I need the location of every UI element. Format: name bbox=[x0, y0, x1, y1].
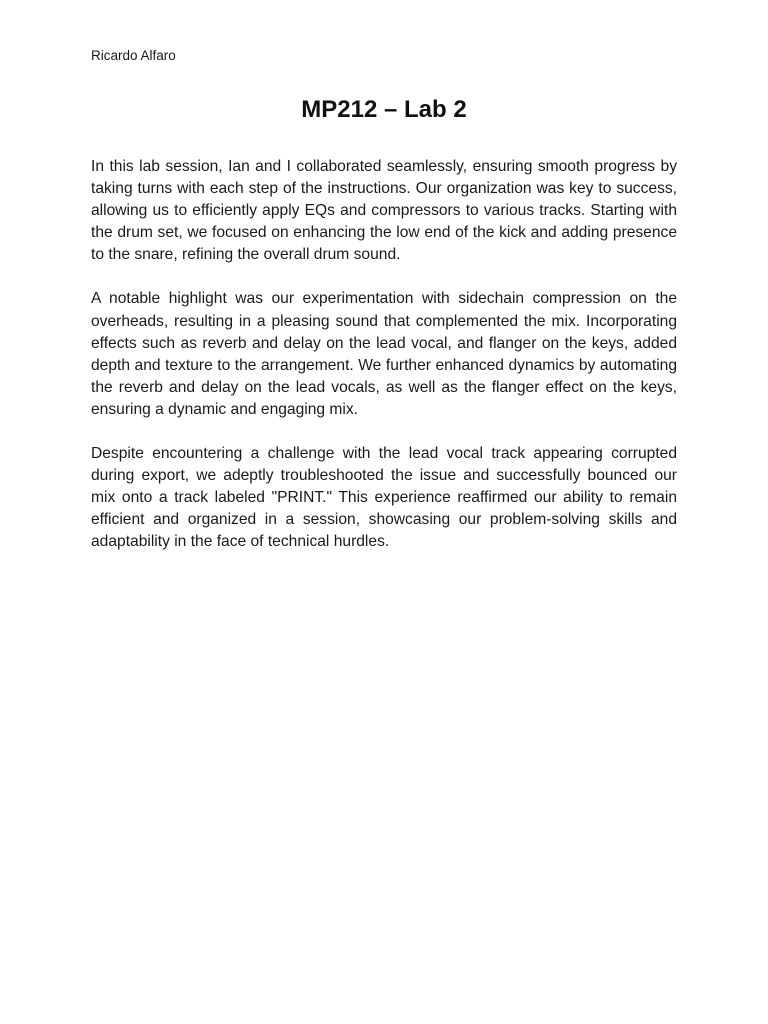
paragraph-3: Despite encountering a challenge with the lead vocal track appearing corrupted during export, we adeptly troubleshooted the issue and successfully bounced our mix onto a track labeled "PRINT." This experience reaffirmed our ability to remain efficient and organized in a session, showcasing our problem-solving skills and adaptability in the face of technical hurdles. bbox=[91, 445, 677, 551]
author-name: Ricardo Alfaro bbox=[91, 48, 176, 63]
paragraph-2: A notable highlight was our experimentation with sidechain compression on the overheads, resulting in a pleasing sound that complemented the mix. Incorporating effects such as reverb and delay on the lead vocal, and flanger on the keys, added depth and texture to the arrangement. We further enhanced dynamics by automating the reverb and delay on the lead vocals, as well as the flanger effect on the keys, ensuring a dynamic and engaging mix. bbox=[91, 290, 677, 418]
paragraph-1: In this lab session, Ian and I collaborated seamlessly, ensuring smooth progress by taking turns with each step of the instructions. Our organization was key to success, allowing us to efficiently apply EQs and compressors to various tracks. Starting with the drum set, we focused on enhancing the low end of the kick and adding presence to the snare, refining the overall drum sound. bbox=[91, 158, 677, 264]
document-body bbox=[91, 156, 677, 576]
document-title: MP212 – Lab 2 bbox=[301, 96, 467, 123]
